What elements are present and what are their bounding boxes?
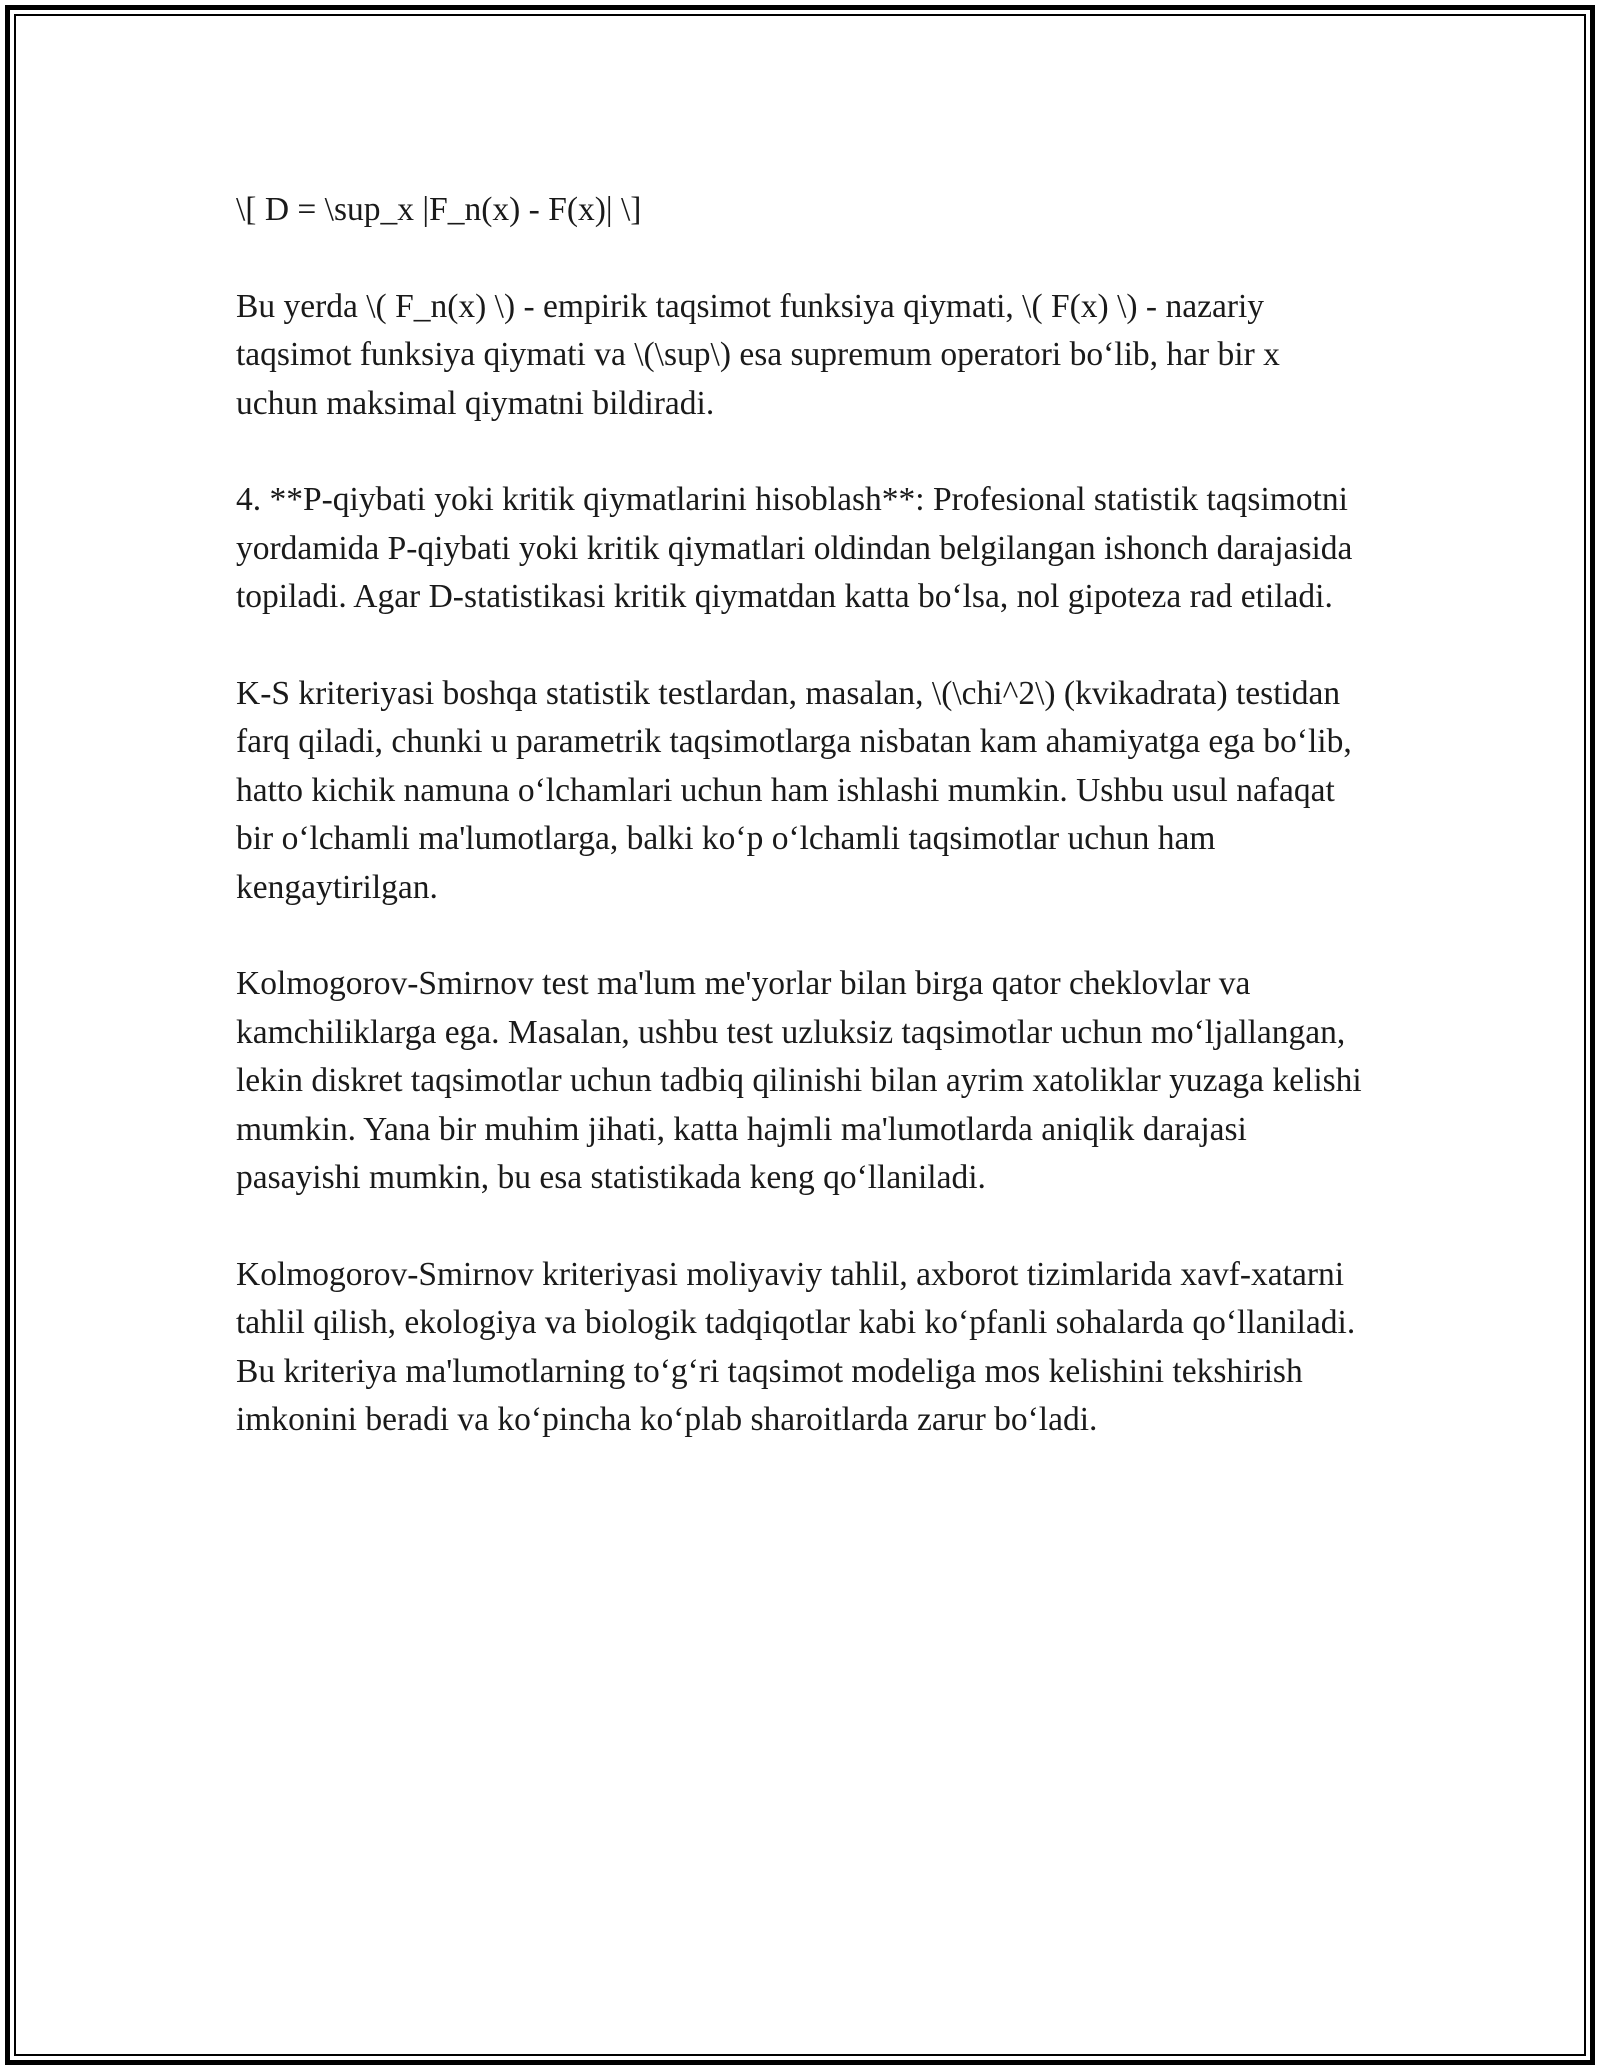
paragraph-limitations: Kolmogorov-Smirnov test ma'lum me'yorlar bilan birga qator cheklovlar va kamchiliklarga ega. Masalan, ushbu test uzluksiz taqsimotlar uchun mo‘ljallangan, lekin diskret taqsimotlar uchun tadbiq qilinishi bilan ayrim xatoliklar yuzaga kelishi mumkin. Yana bir muhim jihati, katta hajmli ma'lumotlarda aniqlik darajasi pasayishi mumkin, bu esa statistikada keng qo‘llaniladi. bbox=[236, 965, 1362, 1197]
paragraph-ks-comparison: K-S kriteriyasi boshqa statistik testlardan, masalan, \(\chi^2\) (kvikadrata) testidan farq qiladi, chunki u parametrik taqsimotlarga nisbatan kam ahamiyatga ega bo‘lib, hatto kichik namuna o‘lchamlari uchun ham ishlashi mumkin. Ushbu usul nafaqat bir o‘lchamli ma'lumotlarga, balki ko‘p o‘lchamli taqsimotlar uchun ham kengaytirilgan. bbox=[236, 675, 1352, 906]
paragraph-applications: Kolmogorov-Smirnov kriteriyasi moliyaviy tahlil, axborot tizimlarida xavf-xatarni tahlil qilish, ekologiya va biologik tadqiqotlar kabi ko‘pfanli sohalarda qo‘llaniladi. Bu kriteriya ma'lumotlarning to‘g‘ri taqsimot modeliga mos kelishini tekshirish imkonini beradi va ko‘pincha ko‘plab sharoitlarda zarur bo‘ladi. bbox=[236, 1255, 1356, 1439]
paragraph-formula-explanation: Bu yerda \( F_n(x) \) - empirik taqsimot funksiya qiymati, \( F(x) \) - nazariy taqsimot funksiya qiymati va \(\sup\) esa supremum operatori bo‘lib, har bir x uchun maksimal qiymatni bildiradi. bbox=[236, 287, 1280, 422]
formula-line: \[ D = \sup_x |F_n(x) - F(x)| \] bbox=[236, 191, 642, 228]
document-body bbox=[236, 186, 1366, 1444]
paragraph-step-4: 4. **P-qiybati yoki kritik qiymatlarini hisoblash**: Profesional statistik taqsimotni yordamida P-qiybati yoki kritik qiymatlari oldindan belgilangan ishonch darajasida topiladi. Agar D-statistikasi kritik qiymatdan katta bo‘lsa, nol gipoteza rad etiladi. bbox=[236, 481, 1353, 616]
